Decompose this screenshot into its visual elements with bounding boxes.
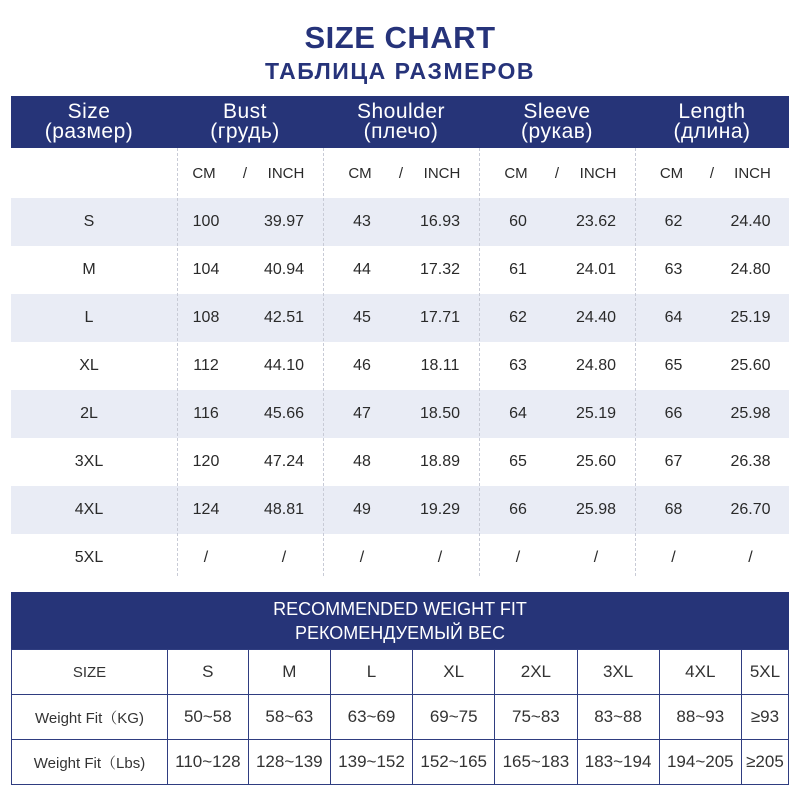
bust-inch-value: / (281, 549, 287, 566)
shoulder-cm-value: 48 (353, 453, 371, 470)
size-row (11, 390, 789, 438)
shoulder-cm-value: 47 (353, 405, 371, 422)
shoulder-cm-value: 45 (353, 309, 371, 326)
weight-size-cell: L (330, 650, 412, 695)
header-sleeve-ru: (рукав) (521, 120, 593, 143)
sleeve-cm-value: 60 (509, 213, 527, 230)
size-label: 2L (80, 405, 98, 422)
length-cm-value: 68 (664, 501, 683, 518)
bust-cm-value: 120 (192, 453, 220, 470)
length-inch-value: / (748, 549, 753, 566)
shoulder-values (323, 534, 479, 582)
size-chart-table (11, 96, 789, 582)
column-divider (635, 148, 636, 576)
column-divider (479, 148, 480, 576)
unit-empty (11, 148, 167, 198)
size-row (11, 342, 789, 390)
shoulder-cm-value: 43 (353, 213, 371, 230)
shoulder-inch-value: 19.29 (419, 501, 461, 518)
bust-cm-value: 100 (192, 213, 220, 230)
unit-cm: CM (192, 164, 216, 182)
weight-kg-cell: 69~75 (413, 695, 495, 740)
shoulder-values (323, 198, 479, 246)
length-cm-value: 65 (664, 357, 683, 374)
bust-values (167, 438, 323, 486)
length-inch-value: 26.38 (730, 453, 771, 470)
length-inch-value: 25.60 (730, 357, 771, 374)
unit-group-sleeve (479, 148, 635, 198)
bust-inch-value: 40.94 (263, 261, 305, 278)
header-size (11, 96, 167, 148)
sleeve-inch-value: 25.19 (575, 405, 617, 422)
length-values (635, 534, 789, 582)
length-values (635, 390, 789, 438)
shoulder-values (323, 390, 479, 438)
size-label: XL (79, 357, 99, 374)
bust-inch-value: 44.10 (263, 357, 305, 374)
unit-cm: CM (504, 164, 528, 182)
weight-size-cell: 5XL (741, 650, 788, 695)
bust-cm-value: 108 (192, 309, 220, 326)
header-bust-ru: (грудь) (210, 120, 280, 143)
weight-fit-table (11, 649, 789, 785)
shoulder-values (323, 486, 479, 534)
length-inch-value: 26.70 (730, 501, 771, 518)
header-shoulder-ru: (плечо) (363, 120, 439, 143)
header-length-ru: (длина) (673, 120, 751, 143)
sleeve-inch-value: / (593, 549, 599, 566)
page-subtitle: ТАБЛИЦА РАЗМЕРОВ (264, 58, 535, 84)
bust-cm-value: 112 (193, 357, 219, 374)
weight-size-cell: M (248, 650, 330, 695)
length-cm-value: 64 (664, 309, 683, 326)
weight-kg-cell: 83~88 (577, 695, 659, 740)
shoulder-inch-value: / (437, 549, 443, 566)
sleeve-cm-value: 62 (509, 309, 527, 326)
weight-lbs-cell: 165~183 (495, 740, 577, 785)
sleeve-cm-value: 61 (509, 261, 527, 278)
weight-kg-cell: ≥93 (741, 695, 788, 740)
header-shoulder (323, 96, 479, 148)
sleeve-cm-value: 66 (509, 501, 527, 518)
sleeve-values (479, 198, 635, 246)
weight-kg-cell: 88~93 (659, 695, 741, 740)
bust-values (167, 246, 323, 294)
size-chart-header (11, 96, 789, 148)
header-bust (167, 96, 323, 148)
sleeve-cm-value: / (515, 549, 521, 566)
sleeve-inch-value: 24.80 (575, 357, 617, 374)
sleeve-values (479, 486, 635, 534)
bust-cm-value: 116 (193, 405, 219, 422)
bust-values (167, 390, 323, 438)
weight-row-size (12, 650, 789, 695)
size-label: L (84, 309, 94, 326)
bust-values (167, 486, 323, 534)
weight-lbs-cell: 110~128 (168, 740, 249, 785)
weight-kg-cell: 58~63 (248, 695, 330, 740)
shoulder-inch-value: 18.50 (419, 405, 461, 422)
size-row (11, 438, 789, 486)
shoulder-values (323, 294, 479, 342)
shoulder-inch-value: 16.93 (419, 213, 461, 230)
length-cm-value: 63 (664, 261, 683, 278)
shoulder-cm-value: 46 (353, 357, 371, 374)
unit-cm: CM (659, 164, 684, 182)
length-values (635, 246, 789, 294)
length-cm-value: / (671, 549, 676, 566)
weight-lbs-cell: 128~139 (248, 740, 330, 785)
length-inch-value: 25.98 (730, 405, 771, 422)
sleeve-values (479, 294, 635, 342)
shoulder-inch-value: 17.32 (419, 261, 461, 278)
sleeve-inch-value: 25.98 (575, 501, 617, 518)
weight-lbs-cell: ≥205 (741, 740, 788, 785)
length-values (635, 342, 789, 390)
unit-inch: INCH (734, 164, 771, 182)
shoulder-values (323, 342, 479, 390)
sleeve-inch-value: 24.01 (575, 261, 617, 278)
weight-size-cell: 4XL (659, 650, 741, 695)
bust-inch-value: 47.24 (263, 453, 305, 470)
shoulder-values (323, 246, 479, 294)
shoulder-cm-value: 44 (353, 261, 371, 278)
column-divider (323, 148, 324, 576)
unit-inch: INCH (423, 164, 461, 182)
shoulder-inch-value: 18.11 (420, 357, 460, 374)
length-values (635, 198, 789, 246)
weight-lbs-cell: 194~205 (659, 740, 741, 785)
sleeve-inch-value: 25.60 (575, 453, 617, 470)
length-inch-value: 25.19 (730, 309, 771, 326)
shoulder-values (323, 438, 479, 486)
bust-inch-value: 48.81 (263, 501, 305, 518)
sleeve-values (479, 246, 635, 294)
weight-size-cell: XL (413, 650, 495, 695)
unit-slash: / (398, 164, 404, 182)
header-length (635, 96, 789, 148)
unit-inch: INCH (579, 164, 617, 182)
sleeve-cm-value: 64 (509, 405, 527, 422)
page-title: SIZE CHART (304, 20, 496, 55)
weight-size-cell: S (168, 650, 249, 695)
bust-values (167, 342, 323, 390)
length-cm-value: 67 (664, 453, 683, 470)
header-bust-en: Bust (222, 100, 268, 123)
weight-lbs-cell: 183~194 (577, 740, 659, 785)
bust-cm-value: 124 (192, 501, 220, 518)
bust-values (167, 534, 323, 582)
shoulder-inch-value: 17.71 (419, 309, 461, 326)
shoulder-cm-value: 49 (353, 501, 371, 518)
length-cm-value: 62 (664, 213, 683, 230)
sleeve-values (479, 534, 635, 582)
length-values (635, 294, 789, 342)
unit-slash: / (242, 164, 248, 182)
unit-row (11, 148, 789, 198)
header-size-ru: (размер) (44, 120, 134, 143)
size-row (11, 486, 789, 534)
weight-row-label: Weight Fit（KG) (12, 695, 168, 740)
unit-cm: CM (348, 164, 372, 182)
size-label: 4XL (74, 501, 104, 518)
sleeve-values (479, 342, 635, 390)
weight-row-lbs (12, 740, 789, 785)
weight-lbs-cell: 152~165 (413, 740, 495, 785)
sleeve-values (479, 390, 635, 438)
size-label: S (83, 213, 95, 230)
weight-size-cell: 3XL (577, 650, 659, 695)
weight-row-label: SIZE (12, 650, 168, 695)
size-row (11, 534, 789, 582)
header-size-en: Size (67, 100, 111, 123)
size-rows (11, 198, 789, 582)
shoulder-inch-value: 18.89 (419, 453, 461, 470)
bust-cm-value: / (203, 549, 209, 566)
weight-fit-title-en: RECOMMENDED WEIGHT FIT (273, 598, 527, 619)
size-label: 5XL (74, 549, 104, 566)
bust-inch-value: 45.66 (263, 405, 305, 422)
weight-kg-cell: 75~83 (495, 695, 577, 740)
weight-row-kg (12, 695, 789, 740)
size-row (11, 198, 789, 246)
weight-size-cell: 2XL (495, 650, 577, 695)
unit-slash: / (709, 164, 715, 182)
shoulder-cm-value: / (359, 549, 365, 566)
weight-fit-header (11, 592, 789, 649)
bust-cm-value: 104 (192, 261, 220, 278)
weight-row-label: Weight Fit（Lbs) (12, 740, 168, 785)
length-values (635, 486, 789, 534)
header-length-en: Length (678, 100, 746, 123)
size-label: M (82, 261, 96, 278)
unit-group-bust (167, 148, 323, 198)
weight-fit-section (11, 592, 789, 785)
unit-slash: / (554, 164, 560, 182)
size-row (11, 294, 789, 342)
column-divider (177, 148, 178, 576)
length-cm-value: 66 (664, 405, 683, 422)
unit-inch: INCH (267, 164, 305, 182)
header-sleeve (479, 96, 635, 148)
length-inch-value: 24.80 (730, 261, 771, 278)
length-values (635, 438, 789, 486)
bust-inch-value: 39.97 (263, 213, 305, 230)
bust-inch-value: 42.51 (263, 309, 305, 326)
bust-values (167, 294, 323, 342)
weight-kg-cell: 63~69 (330, 695, 412, 740)
sleeve-cm-value: 63 (509, 357, 527, 374)
sleeve-inch-value: 24.40 (575, 309, 617, 326)
length-inch-value: 24.40 (730, 213, 771, 230)
unit-group-shoulder (323, 148, 479, 198)
size-row (11, 246, 789, 294)
weight-lbs-cell: 139~152 (330, 740, 412, 785)
header-shoulder-en: Shoulder (356, 100, 446, 123)
sleeve-cm-value: 65 (509, 453, 527, 470)
size-label: 3XL (74, 453, 104, 470)
unit-group-length (635, 148, 789, 198)
sleeve-values (479, 438, 635, 486)
weight-kg-cell: 50~58 (168, 695, 249, 740)
bust-values (167, 198, 323, 246)
header-sleeve-en: Sleeve (523, 100, 591, 123)
sleeve-inch-value: 23.62 (575, 213, 617, 230)
weight-fit-title-ru: РЕКОМЕНДУЕМЫЙ ВЕС (294, 622, 505, 643)
